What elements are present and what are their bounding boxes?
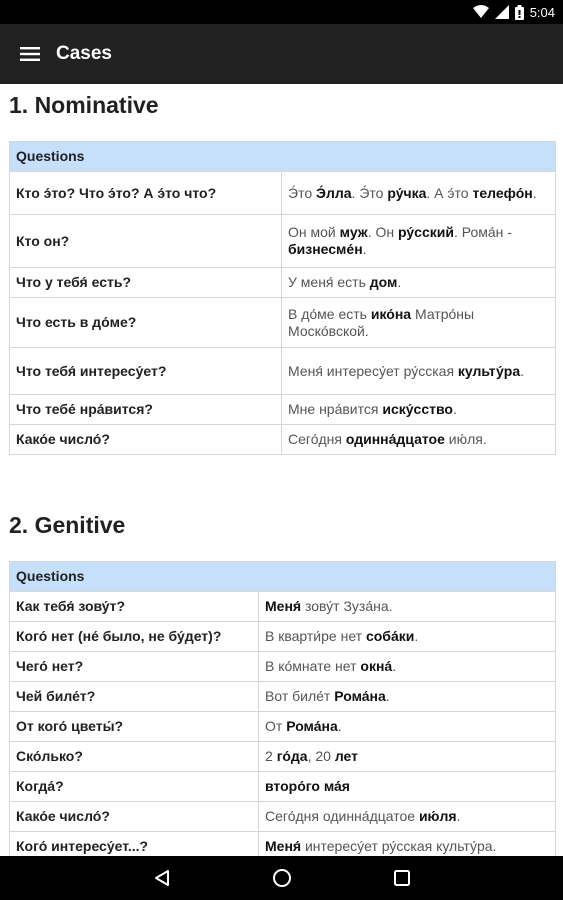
question-cell: Чей биле́т? <box>10 682 259 712</box>
menu-button[interactable] <box>0 24 60 84</box>
table-row <box>10 832 556 857</box>
table-row <box>10 268 556 298</box>
answer-text: . Э́то <box>351 184 388 201</box>
hamburger-menu-icon <box>20 47 40 61</box>
answer-text: Сего́дня одинна́дцатое <box>265 808 419 824</box>
section-title-nominative: 1. Nominative <box>9 92 159 118</box>
answer-keyword: го́да <box>276 748 308 764</box>
question-cell: Что тебя́ интересу́ет? <box>10 348 282 395</box>
question-cell: Кто он? <box>10 215 282 268</box>
answer-text: 2 <box>265 748 277 764</box>
answer-text: ию́ля. <box>444 431 487 447</box>
table-row <box>10 712 556 742</box>
answer-text: Вот биле́т <box>265 688 335 704</box>
answer-cell <box>259 622 556 652</box>
answer-text: Матро́ны Моско́вской. <box>288 305 475 339</box>
battery-icon <box>515 5 524 20</box>
table-row <box>10 682 556 712</box>
answer-text: . <box>452 401 457 417</box>
answer-keyword: культу́ра <box>457 362 521 379</box>
answer-keyword: лет <box>334 748 358 764</box>
answer-text: . <box>337 718 342 734</box>
table-row <box>10 772 556 802</box>
answer-keyword: дом <box>369 274 398 290</box>
question-cell: Како́е число́? <box>10 425 282 455</box>
answer-cell <box>282 298 556 348</box>
answer-keyword: телефо́н <box>472 184 533 201</box>
answer-cell <box>282 172 556 215</box>
answer-keyword: второ́го ма́я <box>265 778 350 794</box>
answer-keyword: ию́ля <box>418 808 457 824</box>
answer-cell <box>259 652 556 682</box>
navigation-bar <box>0 856 563 900</box>
app-title: Cases <box>56 43 112 64</box>
answer-text: . А э́то <box>426 184 473 201</box>
answer-keyword: ру́сский <box>398 224 454 240</box>
answer-cell <box>282 425 556 455</box>
cell-signal-icon <box>495 5 509 19</box>
answer-cell <box>259 712 556 742</box>
answer-keyword: Рома́на <box>286 718 338 734</box>
wifi-icon <box>473 5 489 19</box>
answer-text: интересу́ет ру́сская культу́ра. <box>301 838 497 854</box>
recents-square-icon <box>393 869 411 887</box>
table-row <box>10 652 556 682</box>
answer-text: . <box>397 274 402 290</box>
question-cell: Ско́лько? <box>10 742 259 772</box>
answer-text: Меня́ интересу́ет ру́сская <box>288 362 458 379</box>
answer-keyword: одинна́дцатое <box>345 431 445 447</box>
status-time: 5:04 <box>529 4 555 20</box>
answer-text: От <box>265 718 287 734</box>
table-header: Questions <box>10 562 556 592</box>
answer-keyword: иску́сство <box>382 401 453 417</box>
table-row <box>10 348 556 395</box>
question-cell: Како́е число́? <box>10 802 259 832</box>
answer-keyword: муж <box>339 224 368 240</box>
home-circle-icon <box>272 868 292 888</box>
question-cell: Что тебе́ нра́вится? <box>10 395 282 425</box>
answer-cell <box>282 268 556 298</box>
answer-text: В до́ме есть <box>288 305 371 322</box>
table-row <box>10 592 556 622</box>
genitive-table <box>9 561 556 856</box>
answer-keyword: ико́на <box>370 305 412 322</box>
status-icons <box>473 0 555 24</box>
answer-text: У меня́ есть <box>288 274 370 290</box>
answer-text: . <box>362 241 367 257</box>
answer-keyword: соба́ки <box>365 628 415 644</box>
answer-text: Э́то <box>288 184 316 201</box>
answer-cell <box>259 772 556 802</box>
answer-text: . <box>414 628 419 644</box>
table-row <box>10 622 556 652</box>
answer-keyword: Меня́ <box>265 598 302 614</box>
table-row <box>10 802 556 832</box>
table-row <box>10 172 556 215</box>
answer-keyword: окна́ <box>360 658 393 674</box>
status-bar <box>0 0 563 24</box>
answer-keyword: бизнесме́н <box>288 241 363 257</box>
question-cell: Что есть в до́ме? <box>10 298 282 348</box>
answer-text: , 20 <box>307 748 335 764</box>
question-cell: Как тебя́ зову́т? <box>10 592 259 622</box>
answer-cell <box>259 592 556 622</box>
nominative-table <box>9 141 556 455</box>
answer-cell <box>259 742 556 772</box>
answer-text: . <box>456 808 461 824</box>
table-row <box>10 298 556 348</box>
back-triangle-icon <box>153 869 171 887</box>
answer-text: . Он <box>367 224 398 240</box>
question-cell: От кого́ цветы́? <box>10 712 259 742</box>
answer-text: . <box>520 362 525 379</box>
section-title-genitive: 2. Genitive <box>9 512 126 538</box>
table-row <box>10 742 556 772</box>
question-cell: Кого́ интересу́ет...? <box>10 832 259 857</box>
content-scroll-area[interactable] <box>0 84 563 856</box>
question-cell: Что у тебя́ есть? <box>10 268 282 298</box>
answer-cell <box>259 832 556 857</box>
app-bar <box>0 24 563 84</box>
home-button[interactable] <box>222 856 342 900</box>
answer-text: Мне нра́вится <box>288 401 383 417</box>
answer-text: . <box>532 184 537 201</box>
answer-cell <box>282 215 556 268</box>
question-cell: Когда́? <box>10 772 259 802</box>
answer-text: В ко́мнате нет <box>265 658 361 674</box>
answer-text: В кварти́ре нет <box>265 628 366 644</box>
answer-cell <box>282 348 556 395</box>
table-header: Questions <box>10 142 556 172</box>
table-row <box>10 425 556 455</box>
question-cell: Чего́ нет? <box>10 652 259 682</box>
answer-text: . <box>392 658 397 674</box>
back-button[interactable] <box>102 856 222 900</box>
answer-keyword: Меня́ <box>265 838 302 854</box>
answer-text: . <box>385 688 390 704</box>
question-cell: Кто э́то? Что э́то? А э́то что? <box>10 172 282 215</box>
answer-cell <box>282 395 556 425</box>
table-row <box>10 215 556 268</box>
answer-keyword: ру́чка <box>387 184 427 201</box>
answer-text: Сего́дня <box>288 431 346 447</box>
answer-keyword: Рома́на <box>334 688 386 704</box>
answer-cell <box>259 682 556 712</box>
table-row <box>10 395 556 425</box>
answer-text: Он мой <box>288 224 340 240</box>
answer-cell <box>259 802 556 832</box>
recents-button[interactable] <box>342 856 462 900</box>
answer-text: . Рома́н - <box>453 224 512 240</box>
question-cell: Кого́ нет (не́ было, не бу́дет)? <box>10 622 259 652</box>
answer-text: зову́т Зуза́на. <box>301 598 393 614</box>
answer-keyword: Э́лла <box>316 184 352 201</box>
